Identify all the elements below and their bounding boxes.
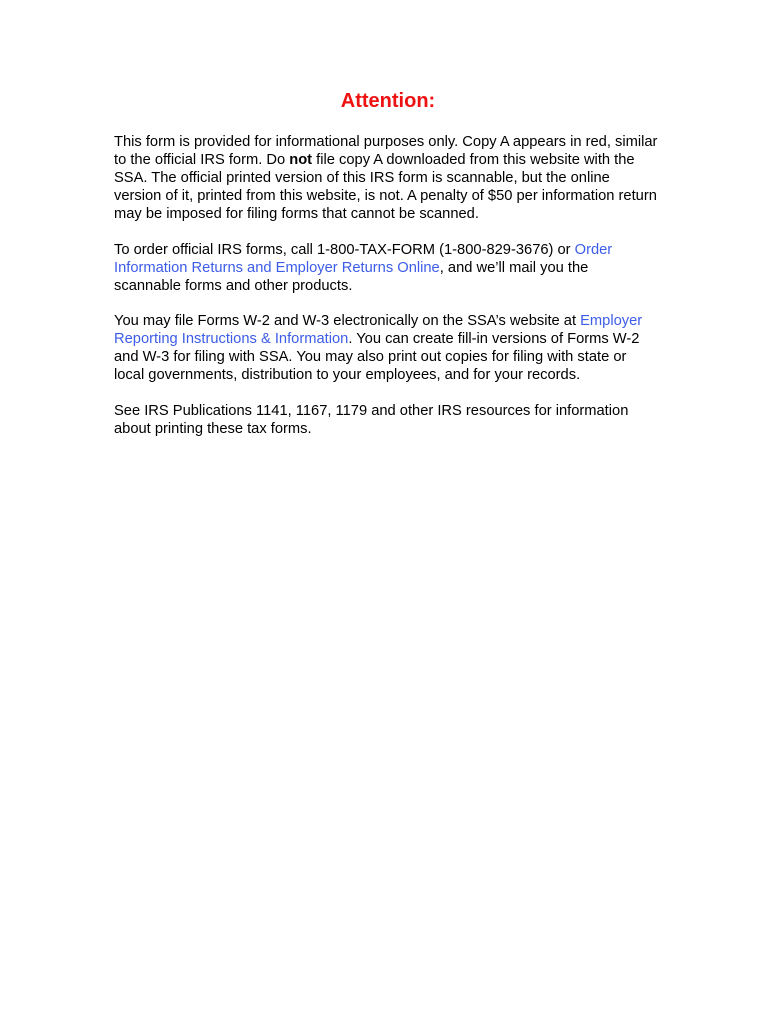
order-information-returns-link[interactable]: Order Information Returns and Employer Returns Online [114, 241, 613, 276]
bold-not: not [289, 152, 313, 168]
paragraph-text: See IRS Publications 1141, 1167, 1179 and other IRS resources for information about printing these tax forms. [114, 402, 629, 437]
paragraph-file-electronically [114, 312, 659, 384]
paragraph-text: file copy A downloaded from this website with the SSA. The official printed version of this IRS form is scannable, but the online version of it, printed from this website, is not. A penalty of $50 per information return may be imposed for filing forms that cannot be scanned. [114, 152, 657, 222]
notice-body [114, 133, 659, 455]
attention-heading: Attention: [340, 90, 436, 112]
employer-reporting-instructions-link[interactable]: Employer Reporting Instructions & Information [114, 313, 643, 347]
paragraph-text: To order official IRS forms, call 1-800-TAX-FORM (1-800-829-3676) or [114, 241, 575, 258]
paragraph-order-forms [114, 241, 659, 295]
paragraph-informational-purposes [114, 133, 659, 223]
paragraph-text: This form is provided for informational purposes only. Copy A appears in red, similar to the official IRS form. Do [114, 134, 658, 168]
paragraph-irs-publications [114, 402, 659, 438]
paragraph-text: You may file Forms W-2 and W-3 electronically on the SSA’s website at [114, 313, 581, 329]
paragraph-text: . You can create fill-in versions of Forms W-2 and W-3 for filing with SSA. You may also print out copies for filing with state or local governments, distribution to your employees, and for your records. [114, 331, 640, 383]
paragraph-text: , and we’ll mail you the scannable forms and other products. [114, 259, 589, 294]
